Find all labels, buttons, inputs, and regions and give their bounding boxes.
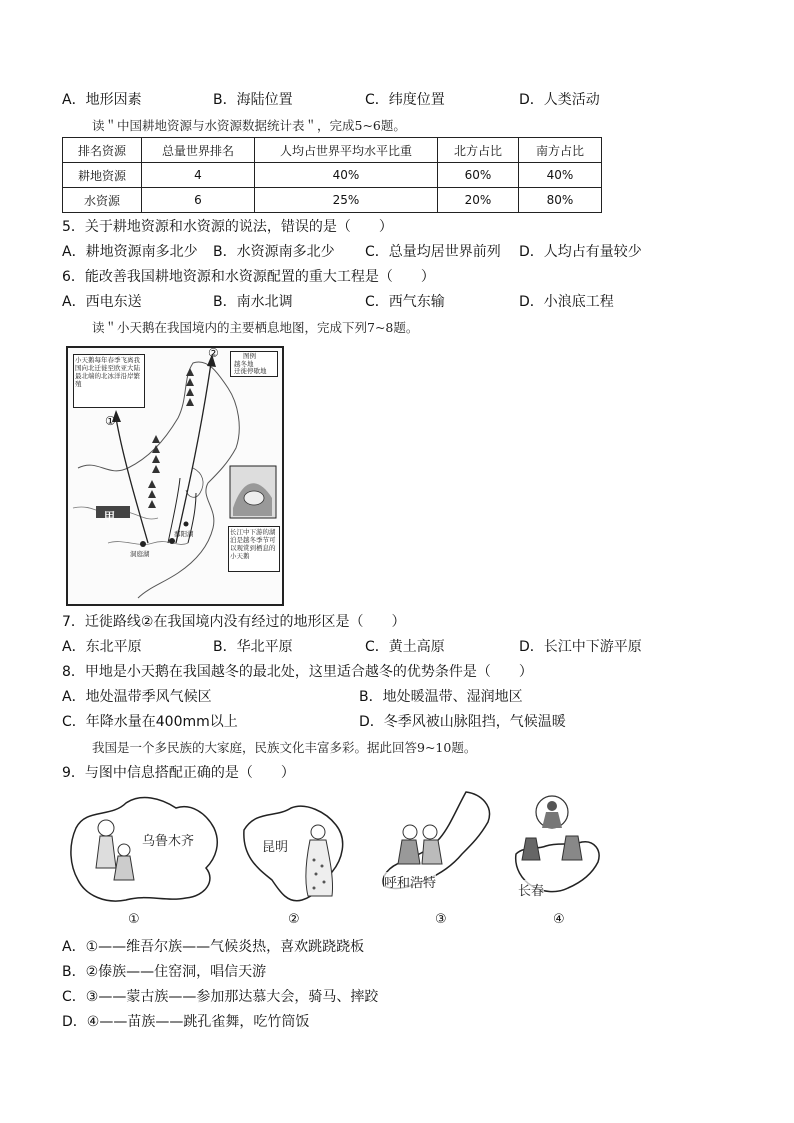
- table-header: 北方占比: [438, 138, 519, 163]
- figure-number-3: ③: [435, 912, 447, 927]
- q5-option-d: D．人均占有量较少: [519, 244, 642, 260]
- legend-item-wintering: 越冬地: [234, 360, 254, 368]
- route-1-label: ①: [105, 414, 116, 428]
- q9-option-c: C．③——蒙古族——参加那达慕大会，骑马、摔跤: [62, 989, 379, 1005]
- q9-option-b: B．②傣族——住窑洞，唱信天游: [62, 964, 267, 980]
- q6-option-a: A．西电东送: [62, 294, 142, 310]
- table-cell: 40%: [519, 163, 602, 188]
- q8-option-b: B．地处暖温带、湿润地区: [359, 689, 523, 705]
- q6-option-b: B．南水北调: [213, 294, 293, 310]
- intro-7-8: 读＂小天鹅在我国境内的主要栖息地图，完成下列7~8题。: [92, 320, 419, 335]
- table-row: [63, 163, 602, 188]
- q4-option-a: A．地形因素: [62, 92, 142, 108]
- q8-stem: 8．甲地是小天鹅在我国越冬的最北处，这里适合越冬的优势条件是（ ）: [62, 664, 533, 680]
- table-header: 南方占比: [519, 138, 602, 163]
- q7-stem: 7．迁徙路线②在我国境内没有经过的地形区是（ ）: [62, 614, 406, 630]
- q5-option-b: B．水资源南多北少: [213, 244, 335, 260]
- ethnic-figure-3: [376, 788, 500, 904]
- table-cell: 25%: [255, 188, 438, 213]
- figure-number-2: ②: [288, 912, 300, 927]
- label-dongting: 洞庭湖: [130, 550, 150, 558]
- table-cell: 80%: [519, 188, 602, 213]
- table-cell: 60%: [438, 163, 519, 188]
- city-label-urumqi: 乌鲁木齐: [142, 830, 194, 849]
- ethnic-figure-4: [512, 790, 604, 906]
- q7-option-a: A．东北平原: [62, 639, 142, 655]
- q4-option-d: D．人类活动: [519, 92, 600, 108]
- migration-note-box: 小天鹅每年春季飞离我国向北迁徙至欧亚大陆最北端的北冰洋沿岸繁殖: [73, 354, 145, 408]
- ethnic-figure-2: [236, 800, 352, 904]
- table-cell: 水资源: [63, 188, 142, 213]
- q8-option-a: A．地处温带季风气候区: [62, 689, 212, 705]
- q9-option-a: A．①——维吾尔族——气候炎热，喜欢跳跷跷板: [62, 939, 365, 955]
- q5-option-c: C．总量均居世界前列: [365, 244, 501, 260]
- q6-option-c: C．西气东输: [365, 294, 445, 310]
- city-label-changchun: 长春: [518, 880, 544, 899]
- table-header: 人均占世界平均水平比重: [255, 138, 438, 163]
- table-header-row: [63, 138, 602, 163]
- intro-5-6: 读＂中国耕地资源与水资源数据统计表＂，完成5~6题。: [92, 118, 406, 133]
- table-cell: 4: [142, 163, 255, 188]
- table-cell: 6: [142, 188, 255, 213]
- q5-stem: 5．关于耕地资源和水资源的说法，错误的是（ ）: [62, 219, 393, 235]
- map-legend: [230, 351, 278, 377]
- q9-stem: 9．与图中信息搭配正确的是（ ）: [62, 765, 295, 781]
- q4-option-b: B．海陆位置: [213, 92, 293, 108]
- label-poyang: 鄱阳湖: [174, 530, 194, 538]
- location-jia: 甲: [104, 510, 115, 523]
- yunnan-outline-drawing: [236, 800, 352, 904]
- q6-option-d: D．小浪底工程: [519, 294, 614, 310]
- table-header: 排名资源: [63, 138, 142, 163]
- swan-habitat-map: [66, 346, 284, 606]
- q5-option-a: A．耕地资源南多北少: [62, 244, 198, 260]
- q9-option-d: D．④——苗族——跳孔雀舞，吃竹筒饭: [62, 1014, 310, 1030]
- q8-option-d: D．冬季风被山脉阻挡，气候温暖: [359, 714, 566, 730]
- resource-table: [62, 137, 602, 213]
- q6-stem: 6．能改善我国耕地资源和水资源配置的重大工程是（ ）: [62, 269, 435, 285]
- q7-option-b: B．华北平原: [213, 639, 293, 655]
- figure-number-1: ①: [128, 912, 140, 927]
- intro-9-10: 我国是一个多民族的大家庭，民族文化丰富多彩。据此回答9~10题。: [92, 740, 477, 755]
- table-cell: 耕地资源: [63, 163, 142, 188]
- legend-title: 图例: [243, 352, 256, 360]
- table-cell: 40%: [255, 163, 438, 188]
- table-header: 总量世界排名: [142, 138, 255, 163]
- table-cell: 20%: [438, 188, 519, 213]
- figure-number-4: ④: [553, 912, 565, 927]
- wintering-note-box: 长江中下游的湖泊是越冬季节可以观赏到栖息的小天鹅: [228, 526, 280, 572]
- ethnic-figure-1: [66, 788, 226, 906]
- table-row: [63, 188, 602, 213]
- route-2-label: ②: [208, 346, 219, 360]
- city-label-kunming: 昆明: [262, 836, 288, 855]
- q7-option-c: C．黄土高原: [365, 639, 445, 655]
- q8-option-c: C．年降水量在400mm以上: [62, 714, 238, 730]
- q4-option-c: C．纬度位置: [365, 92, 445, 108]
- legend-item-stopover: 迁徙停歇地: [234, 367, 267, 375]
- q7-option-d: D．长江中下游平原: [519, 639, 642, 655]
- city-label-hohhot: 呼和浩特: [384, 872, 436, 891]
